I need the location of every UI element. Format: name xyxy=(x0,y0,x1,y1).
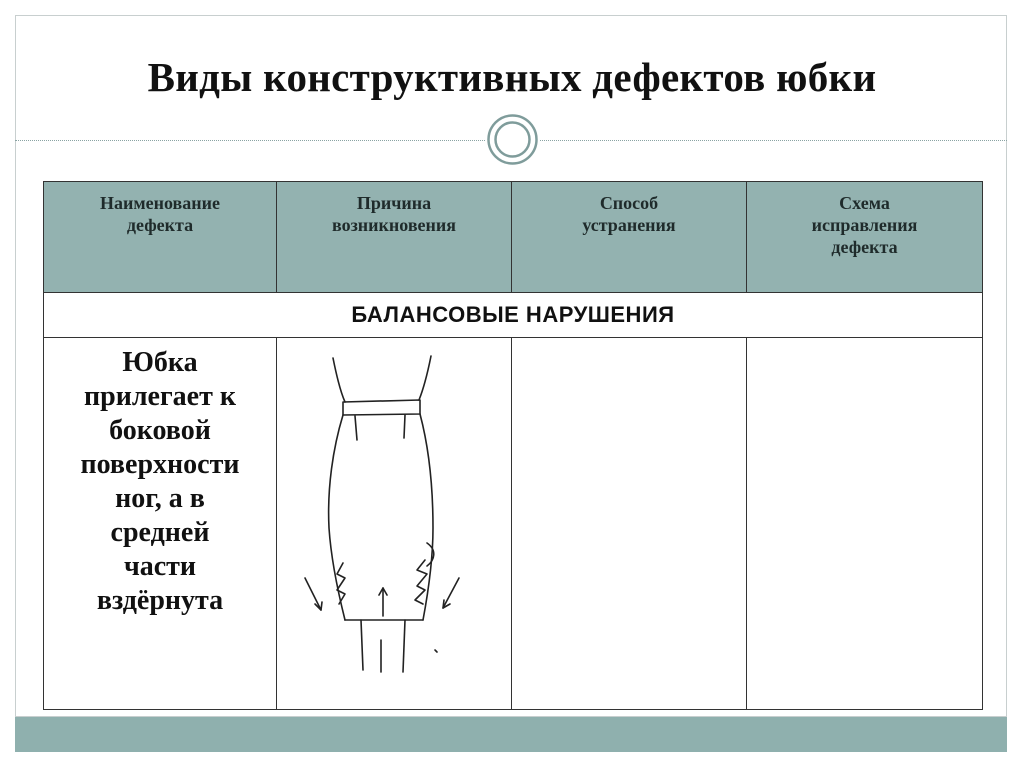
table-row xyxy=(44,338,983,710)
defect-name-cell: Юбка прилегает к боковой поверхности ног, а в средней части вздёрнута xyxy=(44,338,277,710)
title-divider-left xyxy=(15,140,485,141)
scheme-cell xyxy=(747,338,983,710)
header-cause-label: Причина возникновения xyxy=(331,193,457,235)
section-row xyxy=(44,293,983,338)
header-cause xyxy=(277,182,512,293)
header-remedy-label: Способ устранения xyxy=(582,193,676,235)
header-scheme xyxy=(747,182,983,293)
header-row xyxy=(44,182,983,293)
header-remedy xyxy=(512,182,747,293)
page-title: Виды конструктивных дефектов юбки xyxy=(147,54,877,100)
header-defect-name xyxy=(44,182,277,293)
circle-ornament-icon xyxy=(485,112,540,167)
title-divider-right xyxy=(540,140,1007,141)
defect-table xyxy=(43,181,983,710)
footer-band xyxy=(15,717,1007,752)
remedy-cell xyxy=(512,338,747,710)
section-heading: БАЛАНСОВЫЕ НАРУШЕНИЯ xyxy=(44,293,983,338)
cause-cell xyxy=(277,338,512,710)
header-scheme-label: Схема исправления дефекта xyxy=(811,193,918,257)
header-defect-name-label: Наименование дефекта xyxy=(100,193,220,235)
skirt-sketch-icon xyxy=(277,338,510,718)
